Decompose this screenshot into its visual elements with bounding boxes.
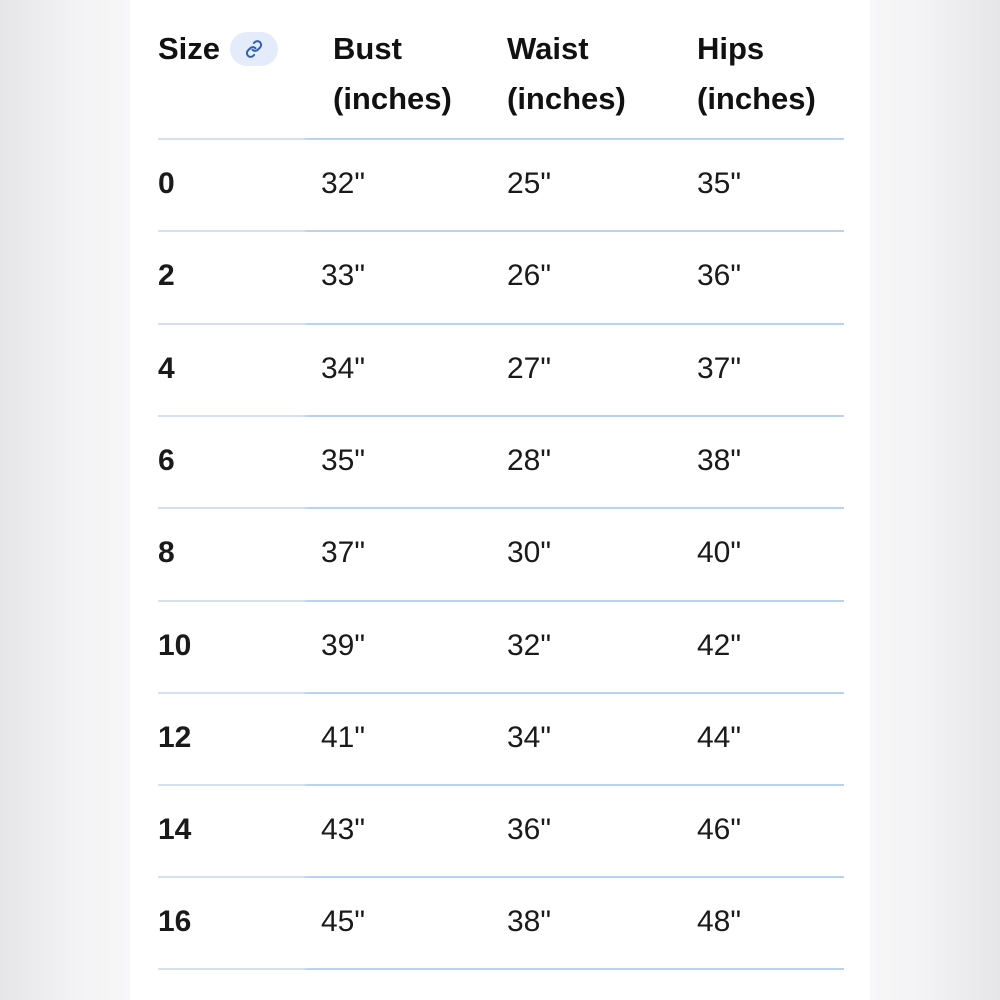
cell-hips: 37" <box>697 352 742 385</box>
column-header-hips <box>697 24 816 124</box>
row-divider <box>158 784 844 786</box>
table-row <box>158 230 844 322</box>
cell-bust: 37" <box>321 536 366 569</box>
cell-waist: 26" <box>507 259 552 292</box>
row-divider <box>158 507 844 509</box>
cell-bust: 32" <box>321 167 366 200</box>
cell-size: 10 <box>158 629 192 662</box>
cell-size: 14 <box>158 813 192 846</box>
row-divider <box>158 876 844 878</box>
cell-size: 4 <box>158 352 175 385</box>
column-header-hips-title: Hips <box>697 31 765 66</box>
size-chart-header <box>158 0 844 138</box>
cell-waist: 38" <box>507 905 552 938</box>
table-row <box>158 415 844 507</box>
cell-waist: 32" <box>507 629 552 662</box>
cell-bust: 33" <box>321 259 366 292</box>
column-header-size <box>158 24 278 74</box>
table-bottom-divider <box>158 968 844 970</box>
cell-bust: 35" <box>321 444 366 477</box>
row-divider <box>158 692 844 694</box>
column-header-waist-title: Waist <box>507 31 589 66</box>
table-row <box>158 138 844 230</box>
cell-waist: 25" <box>507 167 552 200</box>
table-row <box>158 692 844 784</box>
cell-size: 16 <box>158 905 192 938</box>
cell-bust: 41" <box>321 721 366 754</box>
cell-bust: 45" <box>321 905 366 938</box>
cell-size: 12 <box>158 721 192 754</box>
cell-waist: 30" <box>507 536 552 569</box>
cell-size: 0 <box>158 167 175 200</box>
table-row <box>158 600 844 692</box>
cell-hips: 44" <box>697 721 742 754</box>
column-header-bust <box>333 24 452 124</box>
table-row <box>158 323 844 415</box>
column-header-bust-title: Bust <box>333 31 402 66</box>
table-row <box>158 876 844 968</box>
cell-bust: 39" <box>321 629 366 662</box>
cell-size: 6 <box>158 444 175 477</box>
cell-hips: 48" <box>697 905 742 938</box>
row-divider <box>158 230 844 232</box>
cell-hips: 46" <box>697 813 742 846</box>
cell-hips: 40" <box>697 536 742 569</box>
cell-waist: 34" <box>507 721 552 754</box>
cell-size: 2 <box>158 259 175 292</box>
cell-waist: 36" <box>507 813 552 846</box>
column-header-waist <box>507 24 626 124</box>
row-divider <box>158 323 844 325</box>
background-left <box>0 0 130 1000</box>
column-header-hips-unit: (inches) <box>697 81 816 116</box>
cell-bust: 43" <box>321 813 366 846</box>
cell-waist: 27" <box>507 352 552 385</box>
row-divider <box>158 600 844 602</box>
link-icon <box>245 40 263 58</box>
row-divider <box>158 138 844 140</box>
cell-hips: 36" <box>697 259 742 292</box>
cell-hips: 38" <box>697 444 742 477</box>
cell-hips: 42" <box>697 629 742 662</box>
table-row <box>158 784 844 876</box>
cell-waist: 28" <box>507 444 552 477</box>
column-header-waist-unit: (inches) <box>507 81 626 116</box>
table-row <box>158 507 844 599</box>
size-link-button[interactable] <box>230 32 278 66</box>
cell-size: 8 <box>158 536 175 569</box>
cell-bust: 34" <box>321 352 366 385</box>
background-right <box>870 0 1000 1000</box>
row-divider <box>158 415 844 417</box>
size-chart-panel <box>130 0 870 1000</box>
cell-hips: 35" <box>697 167 742 200</box>
column-header-bust-unit: (inches) <box>333 81 452 116</box>
column-header-size-label: Size <box>158 31 221 66</box>
